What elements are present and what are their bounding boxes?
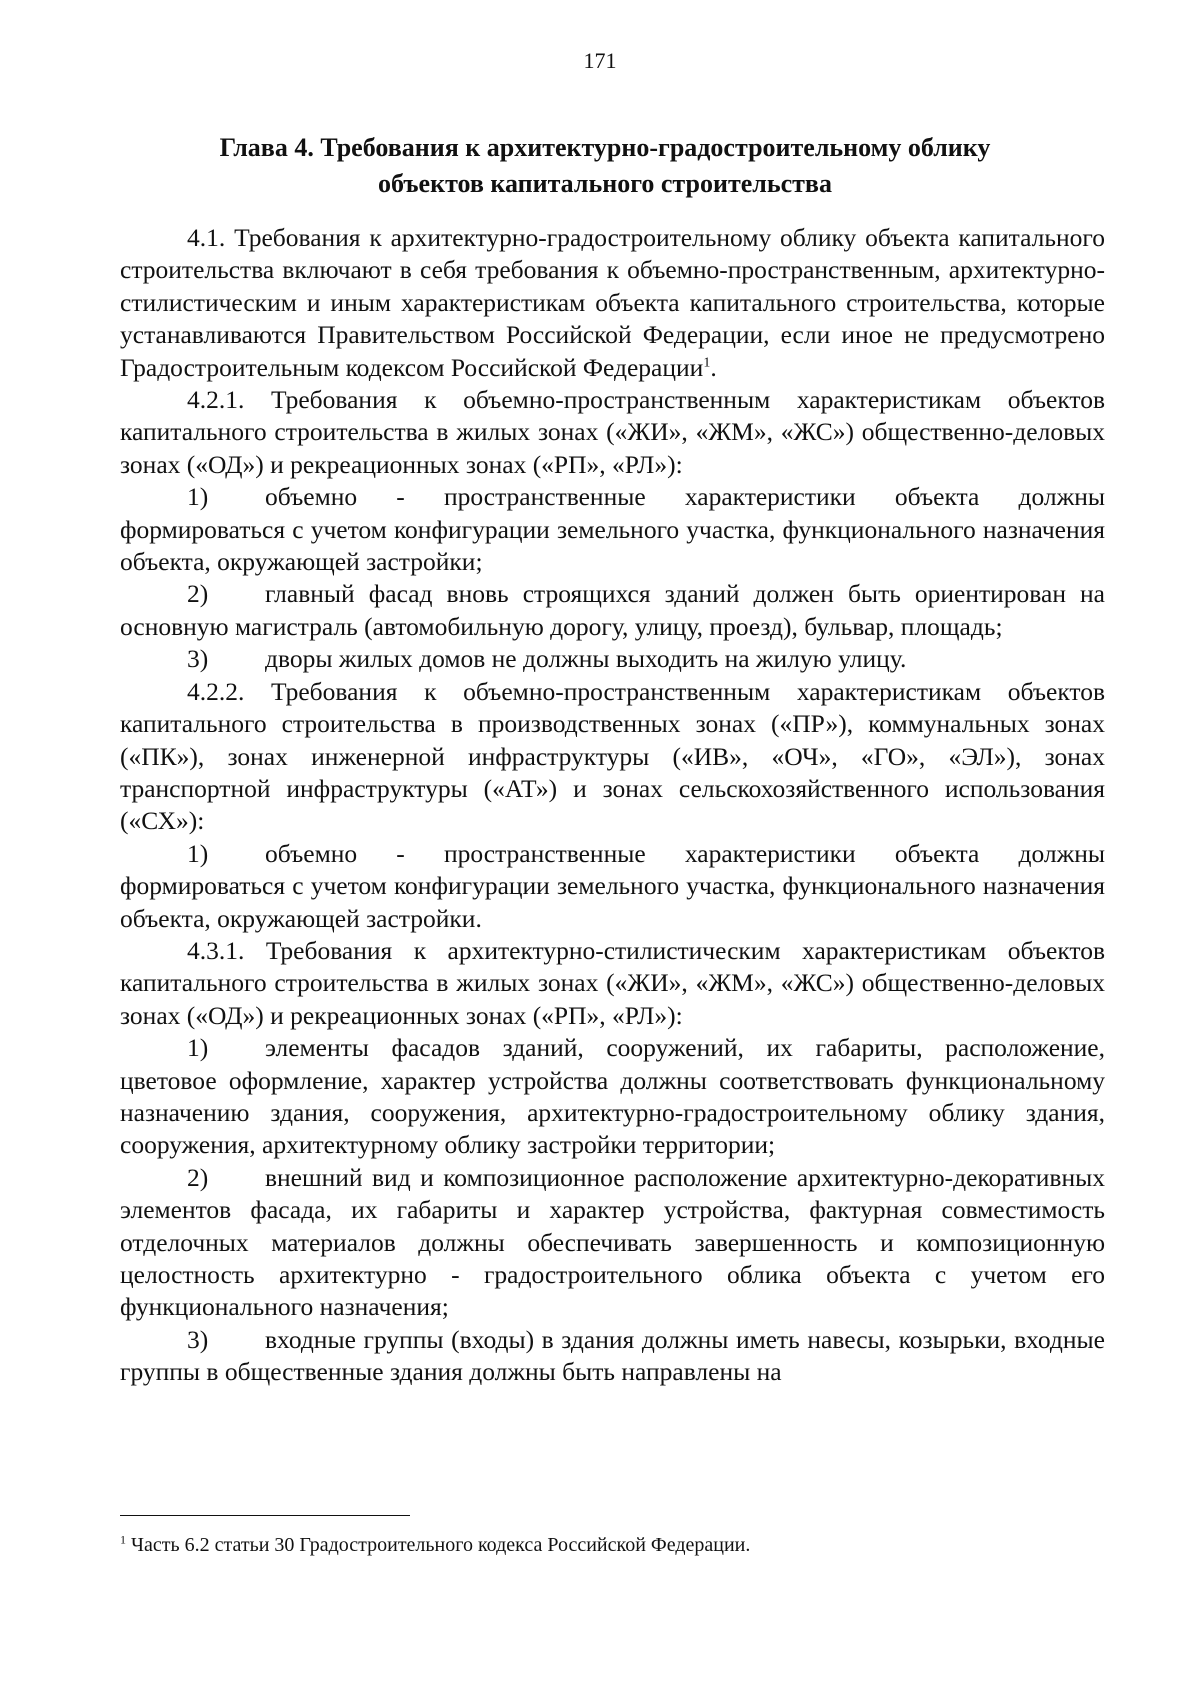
footnote-marker: 1 — [120, 1532, 126, 1547]
list-item — [120, 1324, 1105, 1389]
list-item — [120, 578, 1105, 643]
paragraph-4-3-1: 4.3.1. Требования к архитектурно-стилистическим характеристикам объектов капитального строительства в жилых зонах («ЖИ», «ЖМ», «ЖС») общественно-деловых зонах («ОД») и рекреационных зонах («РП», «РЛ»): — [120, 935, 1105, 1030]
footnote-separator — [120, 1515, 410, 1516]
list-item-number: 2) — [187, 579, 209, 609]
paragraph-tail: . — [710, 352, 717, 382]
list-item — [120, 481, 1105, 578]
paragraph-4-2-1: 4.2.1. Требования к объемно-пространственным характеристикам объектов капитального строительства в жилых зонах («ЖИ», «ЖМ», «ЖС») общественно-деловых зонах («ОД») и рекреационных зонах («РП», «РЛ»): — [120, 385, 1105, 479]
list-item-number: 1) — [187, 1033, 209, 1063]
list-item-text: внешний вид и композиционное расположение архитектурно-декоративных элементов фасада, их габариты и характер устройства, фактурная совместимость отделочных материалов должны обеспечивать завершенность и композиционную целостность архитектурно - градостроительного облика объекта с учетом его функционального назначения; — [120, 1162, 1105, 1322]
list-item — [120, 1032, 1105, 1162]
list-item-number: 2) — [187, 1162, 209, 1192]
chapter-title-line-2: объектов капитального строительства — [378, 169, 832, 198]
list-item-text: объемно - пространственные характеристики объекта должны формироваться с учетом конфигурации земельного участка, функционального назначения объекта, окружающей застройки; — [120, 482, 1105, 577]
list-item-text: объемно - пространственные характеристики объекта должны формироваться с учетом конфигурации земельного участка, функционального назначения объекта, окружающей застройки. — [120, 838, 1105, 933]
paragraph-text: 4.1. Требования к архитектурно-градостроительному облику объекта капитального строительства включают в себя требования к объемно-пространственным, архитектурно-стилистическим и иным характеристикам объекта капитального строительства, которые устанавливаются Правительством Российской Федерации, если иное не предусмотрено Градостроительным кодексом Российской Федерации — [120, 223, 1105, 382]
chapter-title-line-1: Глава 4. Требования к архитектурно-градостроительному облику — [219, 133, 991, 162]
footnote-text: Часть 6.2 статьи 30 Градостроительного кодекса Российской Федерации. — [126, 1534, 751, 1556]
list-item-text: главный фасад вновь строящихся зданий должен быть ориентирован на основную магистраль (автомобильную дорогу, улицу, проезд), бульвар, площадь; — [120, 579, 1105, 641]
page-number: 171 — [583, 48, 617, 73]
list-item-number: 1) — [187, 838, 209, 868]
paragraph-4-2-2: 4.2.2. Требования к объемно-пространственным характеристикам объектов капитального строительства в производственных зонах («ПР»), коммунальных зонах («ПК»), зонах инженерной инфраструктуры («ИВ», «ОЧ», «ГО», «ЭЛ»), зонах транспортной инфраструктуры («АТ») и зонах сельскохозяйственного использования («СХ»): — [120, 676, 1105, 836]
list-item-text: дворы жилых домов не должны выходить на жилую улицу. — [265, 644, 907, 674]
list-item-text: элементы фасадов зданий, сооружений, их габариты, расположение, цветовое оформление, характер устройства должны соответствовать функциональному назначению здания, сооружения, архитектурно-градостроительному облику здания, сооружения, архитектурному облику застройки территории; — [120, 1033, 1105, 1160]
list-item — [120, 838, 1105, 935]
list-item — [120, 643, 1105, 675]
list-item-number: 3) — [187, 1324, 209, 1354]
chapter-title — [120, 130, 1090, 202]
body-text — [120, 222, 1105, 1389]
footnote — [120, 1532, 1105, 1558]
list-item — [120, 1162, 1105, 1324]
footnote-reference: 1 — [703, 355, 711, 371]
list-item-number: 3) — [187, 644, 209, 674]
paragraph-4-1 — [120, 222, 1105, 384]
list-item-text: входные группы (входы) в здания должны иметь навесы, козырьки, входные группы в общественные здания должны быть направлены на — [120, 1324, 1105, 1387]
list-item-number: 1) — [187, 482, 209, 512]
